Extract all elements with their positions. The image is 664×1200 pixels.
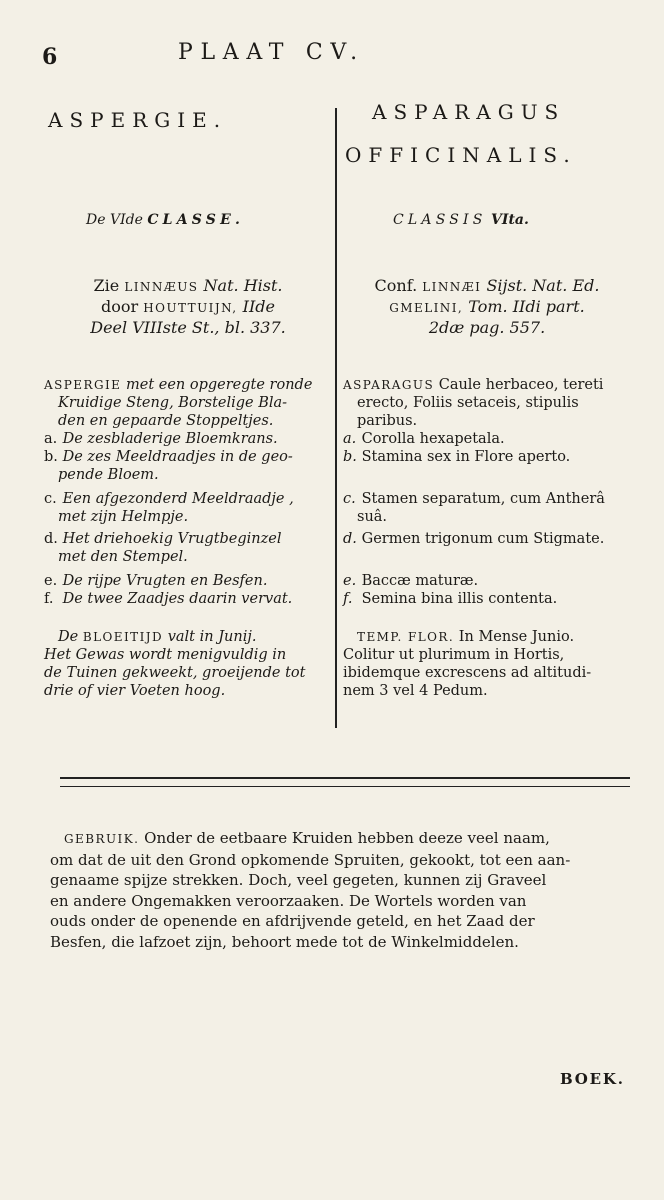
ref-l3: Deel VIIIste St., bl. 337. [90, 318, 286, 337]
rref-l2a: GMELINI, [389, 301, 464, 315]
item-text: Corolla hexapetala. [361, 431, 505, 447]
bloom-line: drie of vier Voeten hoog. [44, 683, 226, 699]
usage-lead: GEBRUIK. [64, 832, 140, 846]
usage-line: en andere Ongemakken veroorzaaken. De Wortels worden van [50, 891, 527, 910]
list-item [343, 448, 633, 466]
right-classis [393, 212, 529, 228]
left-desc-line: met een opgeregte ronde [125, 377, 313, 393]
list-item [44, 590, 334, 608]
left-description [44, 376, 334, 430]
ref-l2b: HOUTTUIJN, [143, 301, 238, 315]
item-text: Stamina sex in Flore aperto. [361, 449, 571, 465]
item-text: De twee Zaadjes daarin vervat. [62, 591, 293, 607]
item-label: d. [343, 531, 357, 547]
left-title: ASPERGIE. [48, 108, 228, 132]
item-label: b. [343, 449, 357, 465]
right-desc-line: paribus. [357, 413, 418, 429]
bloom-line: Het Gewas wordt menigvuldig in [44, 647, 287, 663]
classis-num: VIta. [491, 212, 529, 228]
left-body [44, 376, 334, 700]
list-item [44, 530, 334, 548]
list-item [343, 430, 633, 448]
column-divider [335, 108, 337, 728]
right-bloom [343, 628, 633, 700]
list-item [343, 590, 633, 608]
usage-line: Besfen, die lafzoet zijn, behoort mede tot de Winkelmiddelen. [50, 932, 519, 951]
item-cont: pende Bloem. [58, 467, 159, 483]
item-label: a. [343, 431, 357, 447]
right-reference [342, 276, 632, 337]
item-cont: suâ. [357, 509, 388, 525]
item-text: Semina bina illis contenta. [361, 591, 558, 607]
list-item [44, 490, 334, 508]
double-rule-bottom [60, 786, 630, 787]
usage-line: om dat de uit den Grond opkomende Spruiten, gekookt, tot een aan- [50, 850, 571, 869]
classe-num: VIde [109, 212, 143, 228]
item-label: a. [44, 431, 58, 447]
item-text: De zesbladerige Bloemkrans. [62, 431, 278, 447]
ref-l1b: LINNÆUS [124, 280, 199, 294]
rref-l1c: Sijst. Nat. Ed. [486, 276, 600, 295]
usage-line: Onder de eetbaare Kruiden hebben deeze veel naam, [144, 829, 550, 847]
item-cont: met zijn Helmpje. [58, 509, 189, 525]
item-label: e. [44, 573, 58, 589]
bloom-c: valt in Junij. [167, 629, 257, 645]
list-item [343, 572, 633, 590]
rref-l3: 2dæ pag. 557. [428, 318, 546, 337]
list-item [44, 430, 334, 448]
ref-l2c: IIde [242, 297, 275, 316]
left-items [44, 430, 334, 608]
item-text: Het driehoekig Vrugtbeginzel [62, 531, 282, 547]
list-item [44, 448, 334, 466]
item-cont: met den Stempel. [58, 549, 188, 565]
usage-line: ouds onder de openende en afdrijvende geteld, en het Zaad der [50, 912, 535, 930]
bloom-line: de Tuinen gekweekt, groeijende tot [44, 665, 306, 681]
item-text: De zes Meeldraadjes in de geo- [62, 449, 293, 465]
catchword: BOEK. [560, 1070, 625, 1088]
list-item [343, 530, 633, 548]
bloom-line: Colitur ut plurimum in Hortis, [343, 647, 565, 663]
bloom-a: De [58, 629, 79, 645]
list-item [44, 572, 334, 590]
item-label: d. [44, 531, 58, 547]
item-label: f. [343, 591, 353, 607]
classe-word: CLASSE. [147, 212, 245, 228]
right-body [343, 376, 633, 700]
left-reference [48, 276, 328, 337]
rref-l1a: Conf. [374, 276, 418, 295]
rbloom-a: TEMP. FLOR. [357, 630, 455, 644]
right-title-line2: OFFICINALIS. [345, 143, 577, 167]
item-label: b. [44, 449, 58, 465]
right-title-line1: ASPARAGUS [372, 100, 566, 124]
plate-title: PLAAT CV. [178, 40, 365, 65]
item-label: f. [44, 591, 54, 607]
item-text: Germen trigonum cum Stigmate. [361, 531, 605, 547]
classis-word: CLASSIS [393, 212, 487, 228]
bloom-line: nem 3 vel 4 Pedum. [343, 683, 488, 699]
left-desc-line: den en gepaarde Stoppeltjes. [58, 413, 274, 429]
page-number: 6 [42, 44, 58, 70]
item-text: Stamen separatum, cum Antherâ [361, 491, 605, 507]
left-desc-lead: ASPERGIE [44, 378, 122, 392]
rref-l1b: LINNÆI [422, 280, 482, 294]
double-rule-top [60, 777, 630, 779]
item-label: c. [44, 491, 57, 507]
classe-prefix: De [86, 212, 106, 228]
item-label: c. [343, 491, 356, 507]
item-text: De rijpe Vrugten en Besfen. [62, 573, 268, 589]
left-bloom [44, 628, 334, 700]
right-description [343, 376, 633, 430]
list-item [343, 490, 633, 508]
usage-line: genaame spijze strekken. Doch, veel gegeten, kunnen zij Graveel [50, 871, 547, 889]
left-classe [86, 212, 244, 228]
item-label: e. [343, 573, 357, 589]
left-desc-line: Kruidige Steng, Borstelige Bla- [58, 395, 288, 411]
item-text: Een afgezonderd Meeldraadje , [62, 491, 294, 507]
bloom-b: BLOEITIJD [82, 630, 164, 644]
right-desc-line: Caule herbaceo, tereti [438, 377, 604, 393]
ref-l1a: Zie [93, 276, 120, 295]
rbloom-b: In Mense Junio. [458, 629, 575, 645]
ref-l2a: door [101, 297, 139, 316]
item-text: Baccæ maturæ. [361, 573, 479, 589]
right-items [343, 430, 633, 608]
bloom-line: ibidemque excrescens ad altitudi- [343, 665, 592, 681]
usage-paragraph [50, 828, 635, 952]
ref-l1c: Nat. Hist. [203, 276, 283, 295]
right-desc-lead: ASPARAGUS [343, 378, 435, 392]
right-desc-line: erecto, Foliis setaceis, stipulis [357, 395, 579, 411]
rref-l2b: Tom. IIdi part. [468, 297, 585, 316]
